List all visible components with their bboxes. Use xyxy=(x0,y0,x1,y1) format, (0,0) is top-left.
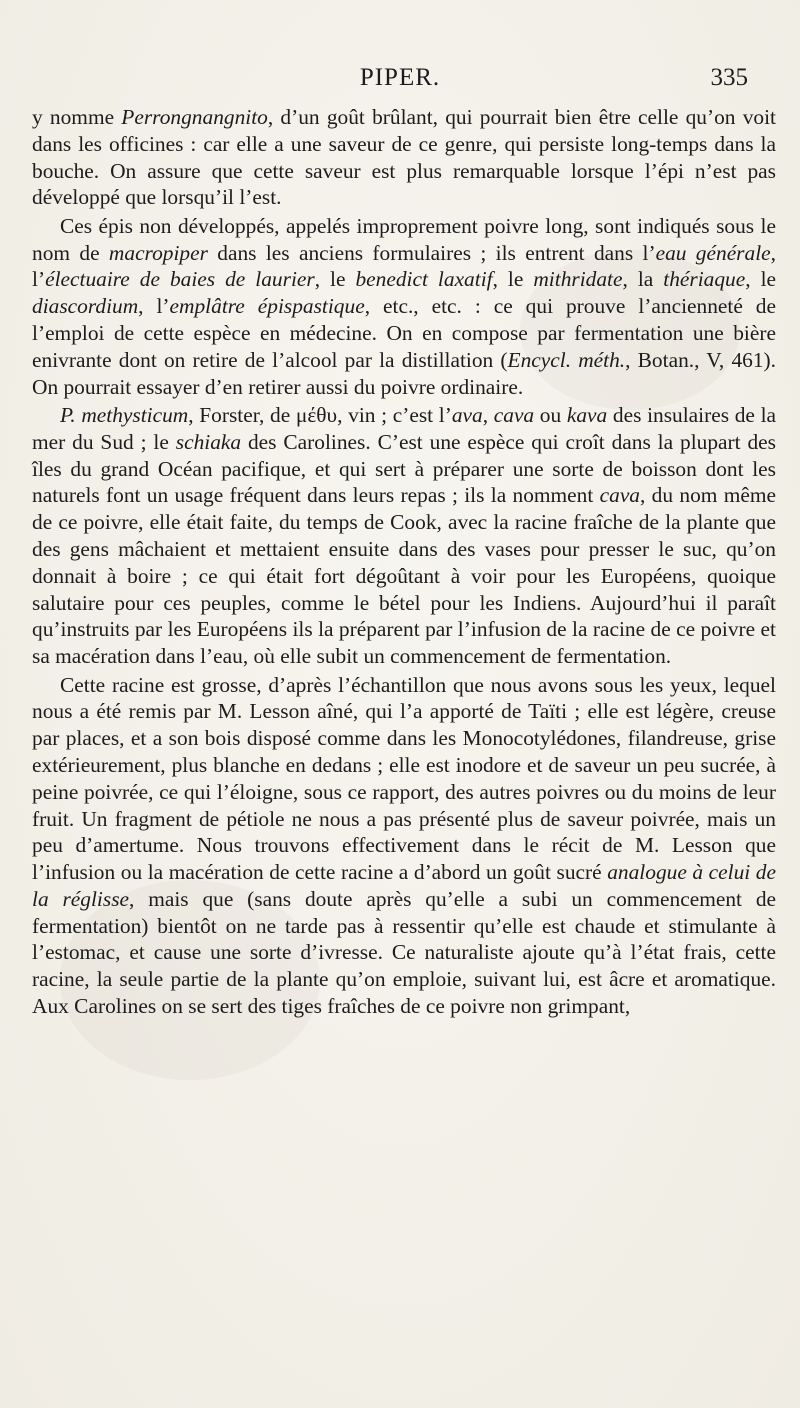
text-run: , du nom même de ce poivre, elle était faite, du temps de Cook, avec la racine fraîche de la plante que des gens mâchaient et mettaient ensuite dans des vases pour presser le suc, qu’on donnait à boire ; ce qui était fort dégoûtant à voir pour les Européens, quoique salutaire pour ces peuples, comme le bétel pour les Indiens. Aujourd’hui il paraît qu’instruits par les Européens ils la préparent par l’infusion de la racine de ce poivre et sa macération dans l’eau, où elle subit un commencement de fermentation. xyxy=(32,483,776,669)
italic-term: mithridate xyxy=(533,267,623,292)
text-run: , l’ xyxy=(32,240,777,292)
text-run: , Botan., V, 461). On pourrait essayer d’en retirer aussi du poivre ordinaire. xyxy=(32,347,776,399)
italic-term: schiaka xyxy=(175,429,242,454)
italic-term: kava xyxy=(566,402,608,427)
species-name: P. methysticum xyxy=(60,402,189,427)
paragraph-1 xyxy=(32,104,776,211)
italic-term: diascordium xyxy=(32,294,139,319)
italic-citation: Encycl. méth. xyxy=(507,347,626,372)
text-run: , le xyxy=(745,267,777,292)
text-run: , d’un goût brûlant, qui pourrait bien être celle qu’on voit dans les officines : car elle a une saveur de ce genre, qui persiste long-temps dans la bouche. On assure que cette saveur est plus remarquable lorsque l’épi n’est pas développé que lorsqu’il l’est. xyxy=(32,105,776,210)
italic-term: analogue à celui de la réglisse xyxy=(32,860,776,911)
text-run: Cette racine est grosse, d’après l’échantillon que nous avons sous les yeux, lequel nous a été remis par M. Lesson aîné, qui l’a apporté de Taïti ; elle est légère, creuse par places, et a son bois disposé comme dans les Monocotylédones, filandreuse, grise extérieurement, plus blanche en dedans ; elle est inodore et de saveur un peu sucrée, à peine poivrée, ce qui l’éloigne, sous ce rapport, des autres poivres ou du moins de leur fruit. Un fragment de pétiole ne nous a pas présenté plus de saveur poivrée, mais un peu d’amertume. Nous trouvons effectivement dans le récit de M. Lesson que l’infusion ou la macération de cette racine a d’abord un goût sucré xyxy=(32,672,776,885)
paragraph-2 xyxy=(32,213,776,401)
text-run: y nomme xyxy=(32,105,122,129)
page-header xyxy=(0,64,800,100)
body-text xyxy=(32,104,776,1021)
text-run: , le xyxy=(492,267,534,292)
text-run: , le xyxy=(314,267,356,292)
text-run: , Forster, de μέθυ, vin ; c’est l’ xyxy=(188,402,452,427)
text-run: dans les anciens formulaires ; ils entrent dans l’ xyxy=(207,240,656,265)
running-title: PIPER. xyxy=(359,64,441,91)
paragraph-4 xyxy=(32,672,776,1020)
text-run: des insulaires de la mer du Sud ; le xyxy=(32,402,777,454)
paragraph-3 xyxy=(32,402,776,670)
text-run: , l’ xyxy=(138,294,170,319)
italic-term: emplâtre épispastique xyxy=(169,294,365,319)
text-run: Ces épis non développés, appelés improprement poivre long, sont indiqués sous le nom de xyxy=(32,213,776,265)
italic-term: macropiper xyxy=(108,240,208,265)
italic-term: Perrongnangnito xyxy=(121,105,268,129)
text-run: , mais que (sans doute après qu’elle a subi un commencement de fermentation) bientôt on ne tarde pas à ressentir qu’elle est chaude et stimulante à l’estomac, et cause une sorte d’ivresse. Ce naturaliste ajoute qu’à l’état frais, cette racine, la seule partie de la plante qu’on emploie, suivant lui, est âcre et aromatique. Aux Carolines on se sert des tiges fraîches de ce poivre non grimpant, xyxy=(32,886,777,1019)
text-run: , la xyxy=(622,267,664,292)
text-run: , xyxy=(482,402,494,427)
italic-term: cava xyxy=(599,483,641,508)
italic-term: thériaque xyxy=(663,267,746,292)
page-number: 335 xyxy=(710,64,748,91)
italic-term: électuaire de baies de laurier xyxy=(45,267,315,292)
italic-term: cava xyxy=(493,402,535,427)
italic-term: eau générale xyxy=(655,240,771,265)
text-run: ou xyxy=(534,402,567,427)
italic-term: ava xyxy=(451,402,483,427)
text-run: , etc., etc. : ce qui prouve l’ancienneté de l’emploi de cette espèce en médecine. On en compose par fermentation une bière enivrante dont on retire de l’alcool par la distillation ( xyxy=(32,294,776,372)
text-run: des Carolines. C’est une espèce qui croît dans la plupart des îles du grand Océan pacifique, et qui sert à préparer une sorte de boisson dont les naturels font un usage fréquent dans leurs repas ; ils la nomment xyxy=(32,429,776,508)
italic-term: benedict laxatif xyxy=(355,267,493,292)
